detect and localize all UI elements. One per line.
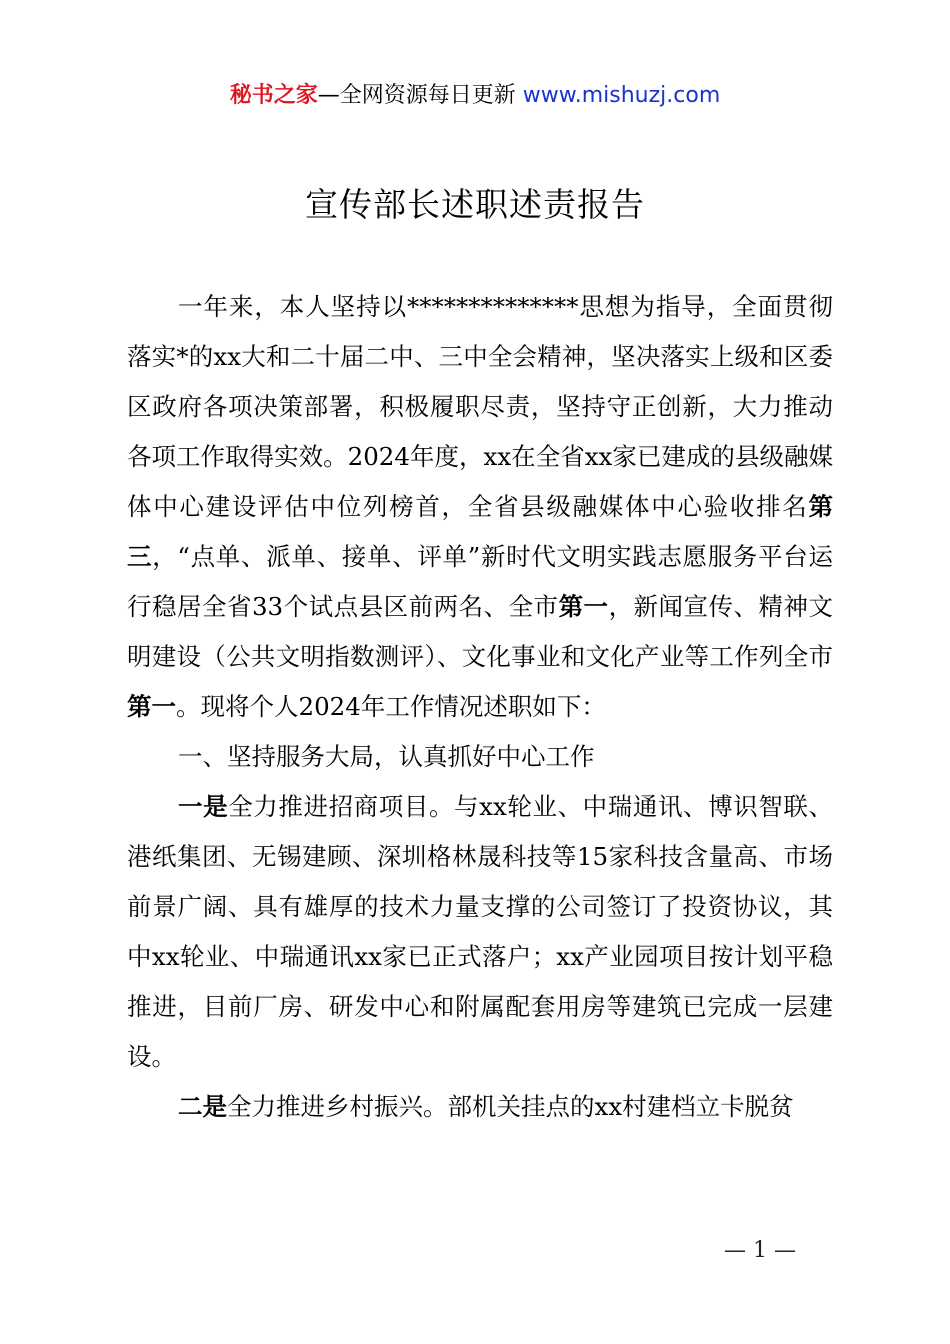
item-1-text: 全力推进招商项目。与xx轮业、中瑞通讯、博识智联、港纸集团、无锡建顾、深圳格林晟科技等15家科技含量高、市场前景广阔、具有雄厚的技术力量支撑的公司签订了投资协议，其中xx轮业、中瑞通讯xx家已正式落户；xx产业园项目按计划平稳推进，目前厂房、研发中心和附属配套用房等建筑已完成一层建设。 <box>127 792 834 1071</box>
intro-bold-rank-third: 第三 <box>127 492 833 571</box>
page-number: — 1 — <box>724 1238 796 1263</box>
brand-name: 秘书之家 <box>229 83 318 108</box>
intro-text-4: 。现将个人2024年工作情况述职如下： <box>176 692 606 721</box>
document-body <box>127 282 833 1132</box>
intro-text-3: ，新闻宣传、精神文明建设（公共文明指数测评）、文化事业和文化产业等工作列全市 <box>127 592 834 671</box>
section-heading-1: 一、坚持服务大局，认真抓好中心工作 <box>178 742 595 771</box>
item-2-text: 全力推进乡村振兴。部机关挂点的xx村建档立卡脱贫 <box>227 1092 794 1121</box>
header-tagline: —全网资源每日更新 <box>317 83 523 108</box>
site-header-banner <box>0 80 950 112</box>
intro-bold-rank-first-2: 第一 <box>127 692 176 721</box>
intro-paragraph <box>127 282 833 732</box>
item-2-lead: 二是 <box>178 1092 227 1121</box>
website-url-link[interactable]: www.mishuzj.com <box>522 83 721 108</box>
item-paragraph-2 <box>127 1082 833 1132</box>
document-title: 宣传部长述职述责报告 <box>305 185 645 224</box>
intro-text-2: ，“点单、派单、接单、评单”新时代文明实践志愿服务平台运行稳居全省33个试点县区前两名、全市 <box>127 542 833 621</box>
intro-bold-rank-first-1: 第一 <box>558 592 609 621</box>
intro-text-1: 一年来，本人坚持以**************思想为指导，全面贯彻落实*的xx大和二十届二中、三中全会精神，坚决落实上级和区委区政府各项决策部署，积极履职尽责，坚持守正创新，大力推动各项工作取得实效。2024年度，xx在全省xx家已建成的县级融媒体中心建设评估中位列榜首，全省县级融媒体中心验收排名 <box>127 292 833 521</box>
item-paragraph-1 <box>127 782 833 1082</box>
item-1-lead: 一是 <box>178 792 229 821</box>
